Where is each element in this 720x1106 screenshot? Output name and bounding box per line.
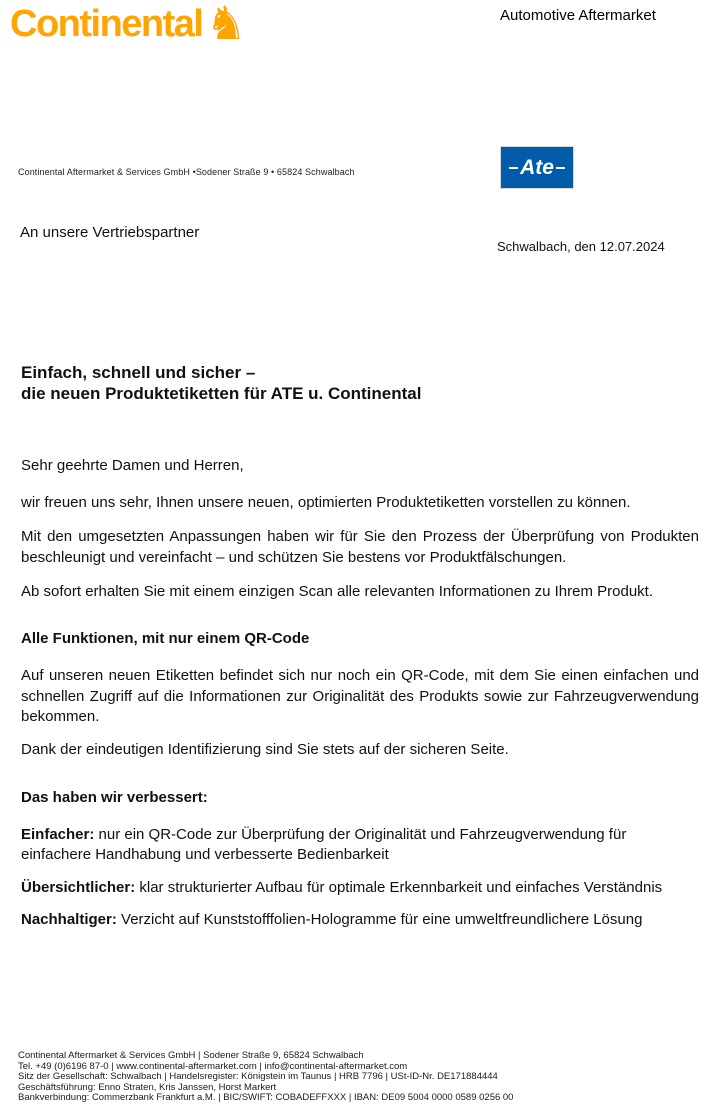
ate-logo-bar-left — [509, 167, 518, 169]
date-line: Schwalbach, den 12.07.2024 — [497, 239, 665, 254]
paragraph-intro: wir freuen uns sehr, Ihnen unsere neuen, optimierten Produktetiketten vorstellen zu können. — [21, 493, 631, 511]
improvement-label: Nachhaltiger: — [21, 911, 117, 928]
section-heading-improved: Das haben wir verbessert: — [21, 789, 208, 806]
footer-contact-line: Tel. +49 (0)6196 87-0 | www.continental-aftermarket.com | info@continental-aftermarket.com — [18, 1060, 408, 1072]
paragraph-process: Mit den umgesetzten Anpassungen haben wir für Sie den Prozess der Überprüfung von Produkten beschleunigt und vereinfacht – und schützen Sie bestens vor Produktfälschungen. — [21, 528, 699, 566]
horse-icon: ♞ — [205, 0, 247, 49]
subject-line-1: Einfach, schnell und sicher – — [21, 363, 256, 382]
improvement-item-nachhaltiger — [21, 910, 699, 931]
improvement-label: Einfacher: — [21, 825, 95, 843]
improvement-text: nur ein QR-Code zur Überprüfung der Originalität und Fahrzeugverwendung für einfachere Handhabung und verbesserte Bedienbarkeit — [21, 825, 627, 863]
salutation: Sehr geehrte Damen und Herren, — [21, 457, 244, 474]
section-heading-qr: Alle Funktionen, mit nur einem QR-Code — [21, 629, 310, 647]
ate-logo-text: Ate — [520, 156, 554, 179]
continental-logo-text: Continental — [10, 3, 203, 45]
improvement-item-einfacher — [21, 825, 699, 866]
recipient-line: An unsere Vertriebspartner — [20, 224, 200, 241]
footer-register-line: Sitz der Gesellschaft: Schwalbach | Handelsregister: Königstein im Taunus | HRB 7796 | USt-ID-Nr. DE171884444 — [18, 1071, 498, 1083]
improvement-item-uebersichtlicher — [21, 878, 699, 899]
sender-address-line: Continental Aftermarket & Services GmbH •Sodener Straße 9 • 65824 Schwalbach — [18, 167, 355, 177]
paragraph-qr: Auf unseren neuen Etiketten befindet sich nur noch ein QR-Code, mit dem Sie einen einfachen und schnellen Zugriff auf die Informationen zur Originalität des Produkts sowie zur Fahrzeugverwendung bekommen. — [21, 667, 699, 725]
subject-line-2: die neuen Produktetiketten für ATE u. Continental — [21, 384, 422, 403]
subject-heading — [21, 362, 699, 404]
improvement-text: Verzicht auf Kunststofffolien-Hologramme für eine umweltfreundlichere Lösung — [116, 911, 643, 928]
footer-bank-line: Bankverbindung: Commerzbank Frankfurt a.M. | BIC/SWIFT: COBADEFFXXX | IBAN: DE09 5004 0000 0589 0256 00 — [18, 1092, 514, 1104]
paragraph-safe: Dank der eindeutigen Identifizierung sind Sie stets auf der sicheren Seite. — [21, 740, 509, 758]
ate-logo — [500, 146, 574, 189]
paragraph-scan: Ab sofort erhalten Sie mit einem einzigen Scan alle relevanten Informationen zu Ihrem Produkt. — [21, 583, 654, 600]
footer-company-line: Continental Aftermarket & Services GmbH | Sodener Straße 9, 65824 Schwalbach — [18, 1050, 364, 1061]
division-label: Automotive Aftermarket — [500, 7, 656, 24]
improvement-label: Übersichtlicher: — [21, 878, 136, 896]
improvement-text: klar strukturierter Aufbau für optimale Erkennbarkeit und einfaches Verständnis — [135, 878, 663, 896]
footer-management-line: Geschäftsführung: Enno Straten, Kris Janssen, Horst Markert — [18, 1081, 277, 1093]
continental-logo — [10, 2, 247, 48]
letter-footer — [18, 1051, 704, 1104]
letter-body — [21, 362, 699, 943]
ate-logo-bar-right — [556, 167, 565, 169]
